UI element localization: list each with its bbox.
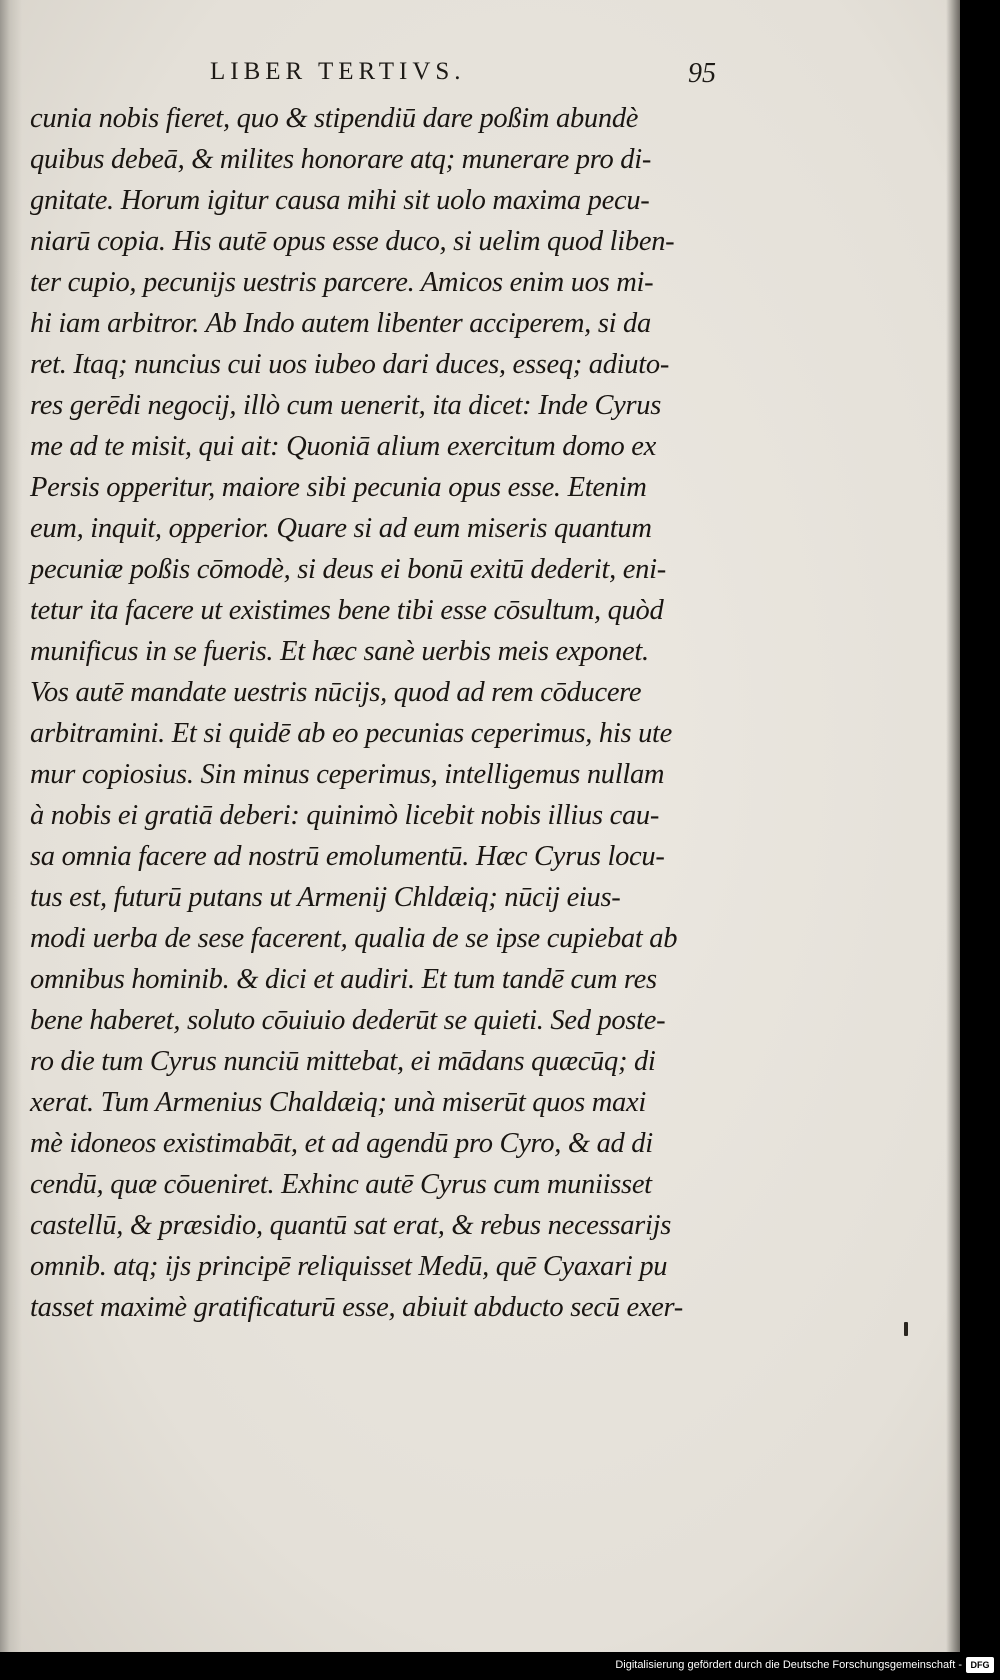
- binding-shadow: [0, 0, 22, 1652]
- page-edge-shadow: [946, 0, 960, 1652]
- text-line: gnitate. Horum igitur causa mihi sit uolo maxima pecu-: [30, 185, 650, 216]
- text-line: mè idoneos existimabāt, et ad agendū pro Cyro, & ad di: [30, 1128, 653, 1159]
- text-line: à nobis ei gratiā deberi: quinimò licebit nobis illius cau-: [30, 800, 660, 831]
- text-line: omnibus hominib. & dici et audiri. Et tum tandē cum res: [30, 964, 657, 995]
- text-line: hi iam arbitror. Ab Indo autem libenter acciperem, si da: [30, 308, 651, 339]
- text-line: Vos autē mandate uestris nūcijs, quod ad rem cōducere: [30, 677, 642, 708]
- text-line: Persis opperitur, maiore sibi pecunia opus esse. Etenim: [30, 472, 647, 503]
- text-line: modi uerba de sese facerent, qualia de se ipse cupiebat ab: [30, 923, 678, 954]
- text-line: ter cupio, pecunijs uestris parcere. Amicos enim uos mi-: [30, 267, 654, 298]
- digitization-credit: Digitalisierung gefördert durch die Deutsche Forschungsgemeinschaft -: [615, 1659, 962, 1671]
- text-body: [30, 98, 730, 1328]
- text-line: cunia nobis fieret, quo & stipendiū dare poßim abundè: [30, 103, 639, 134]
- page-number: 95: [688, 58, 716, 89]
- text-line: niarū copia. His autē opus esse duco, si uelim quod liben-: [30, 226, 675, 257]
- text-line: res gerēdi negocij, illò cum uenerit, ita dicet: Inde Cyrus: [30, 390, 662, 421]
- text-line: munificus in se fueris. Et hæc sanè uerbis meis exponet.: [30, 636, 649, 667]
- text-line: tus est, futurū putans ut Armenij Chldæiq; nūcij eius-: [30, 882, 621, 913]
- text-line: xerat. Tum Armenius Chaldæiq; unà miserūt quos maxi: [30, 1087, 646, 1118]
- text-line: sa omnia facere ad nostrū emolumentū. Hæc Cyrus locu-: [30, 841, 665, 872]
- margin-mark: [904, 1322, 908, 1336]
- dfg-logo: DFG: [966, 1657, 994, 1673]
- text-line: cendū, quæ cōueniret. Exhinc autē Cyrus cum muniisset: [30, 1169, 652, 1200]
- text-line: mur copiosius. Sin minus ceperimus, intelligemus nullam: [30, 759, 665, 790]
- text-line: tasset maximè gratificaturū esse, abiuit abducto secū exer-: [30, 1292, 683, 1323]
- text-line: ret. Itaq; nuncius cui uos iubeo dari duces, esseq; adiuto-: [30, 349, 670, 380]
- text-line: ro die tum Cyrus nunciū mittebat, ei mādans quæcūq; di: [30, 1046, 656, 1077]
- text-line: eum, inquit, opperior. Quare si ad eum miseris quantum: [30, 513, 652, 544]
- text-line: castellū, & præsidio, quantū sat erat, & rebus necessarijs: [30, 1210, 671, 1241]
- text-line: quibus debeā, & milites honorare atq; munerare pro di-: [30, 144, 652, 175]
- text-line: tetur ita facere ut existimes bene tibi esse cōsultum, quòd: [30, 595, 664, 626]
- text-line: bene haberet, soluto cōuiuio dederūt se quieti. Sed poste-: [30, 1005, 666, 1036]
- text-line: pecuniæ poßis cōmodè, si deus ei bonū exitū dederit, eni-: [30, 554, 666, 585]
- text-line: omnib. atq; ijs principē reliquisset Medū, quē Cyaxari pu: [30, 1251, 668, 1282]
- running-head: LIBER TERTIVS.: [210, 58, 466, 85]
- text-line: me ad te misit, qui ait: Quoniā alium exercitum domo ex: [30, 431, 656, 462]
- text-line: arbitramini. Et si quidē ab eo pecunias ceperimus, his ute: [30, 718, 672, 749]
